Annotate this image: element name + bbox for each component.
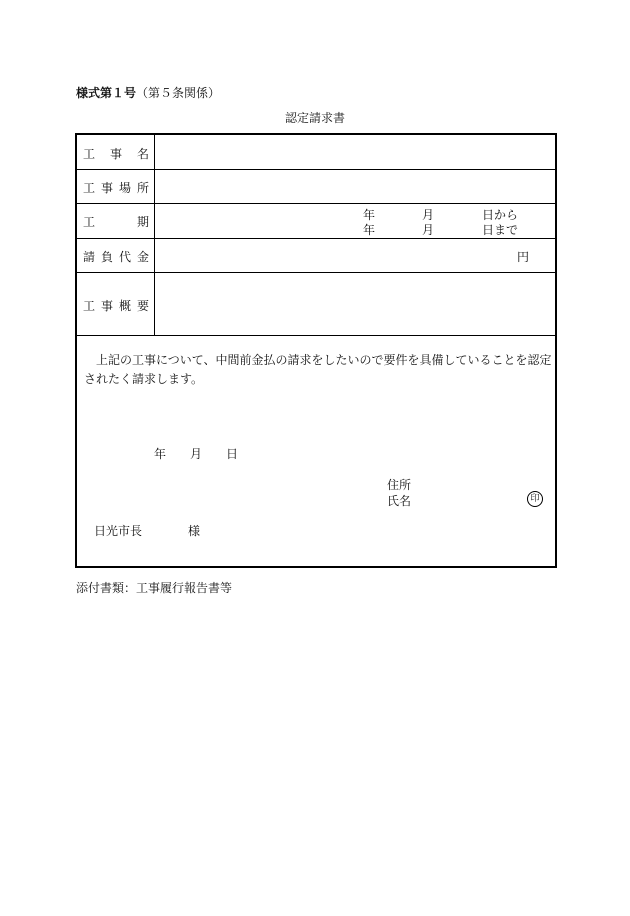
yen-unit: 円: [517, 250, 530, 264]
period-start-month[interactable]: 月: [422, 208, 435, 222]
contract-amount-field[interactable]: [161, 245, 533, 267]
request-date-month[interactable]: 月: [190, 447, 203, 461]
name-label: 氏名: [387, 494, 412, 508]
row-divider: [77, 238, 555, 239]
period-end-month[interactable]: 月: [422, 223, 435, 237]
label-construction-period: 工 期: [83, 215, 149, 229]
construction-name-field[interactable]: [161, 145, 551, 163]
row-divider: [77, 169, 555, 170]
honorific: 様: [188, 524, 201, 538]
label-construction-name: 工 事 名: [83, 147, 149, 161]
construction-summary-field[interactable]: [161, 278, 551, 330]
label-column-divider: [154, 135, 155, 335]
document-title: 認定請求書: [284, 111, 345, 125]
row-divider: [77, 203, 555, 204]
period-end-year[interactable]: 年: [363, 223, 376, 237]
address-label: 住所: [387, 478, 412, 492]
form-identifier: [76, 84, 220, 101]
row-divider: [77, 272, 555, 273]
period-start-year[interactable]: 年: [363, 208, 376, 222]
period-end-day[interactable]: 日まで: [482, 223, 519, 237]
period-start-day[interactable]: 日から: [482, 208, 519, 222]
construction-location-field[interactable]: [161, 179, 551, 197]
label-construction-summary: 工 事 概 要: [83, 299, 149, 313]
label-contract-amount: 請 負 代 金: [83, 250, 149, 264]
request-date-year[interactable]: 年: [154, 447, 167, 461]
article-reference: （第５条関係）: [136, 86, 221, 100]
label-construction-location: 工 事 場 所: [83, 181, 149, 195]
form-number: 様式第１号: [76, 86, 137, 100]
request-statement-line-1: 上記の工事について、中間前金払の請求をしたいので要件を具備していることを認定: [96, 353, 552, 367]
attachments-note: 添付書類：工事履行報告書等: [76, 581, 233, 595]
request-statement-line-2: されたく請求します。: [84, 372, 204, 386]
seal-icon: 印: [527, 491, 543, 507]
row-divider: [77, 335, 555, 336]
request-date-day[interactable]: 日: [226, 447, 239, 461]
request-form-table: [75, 133, 557, 568]
addressee: 日光市長: [94, 524, 143, 538]
